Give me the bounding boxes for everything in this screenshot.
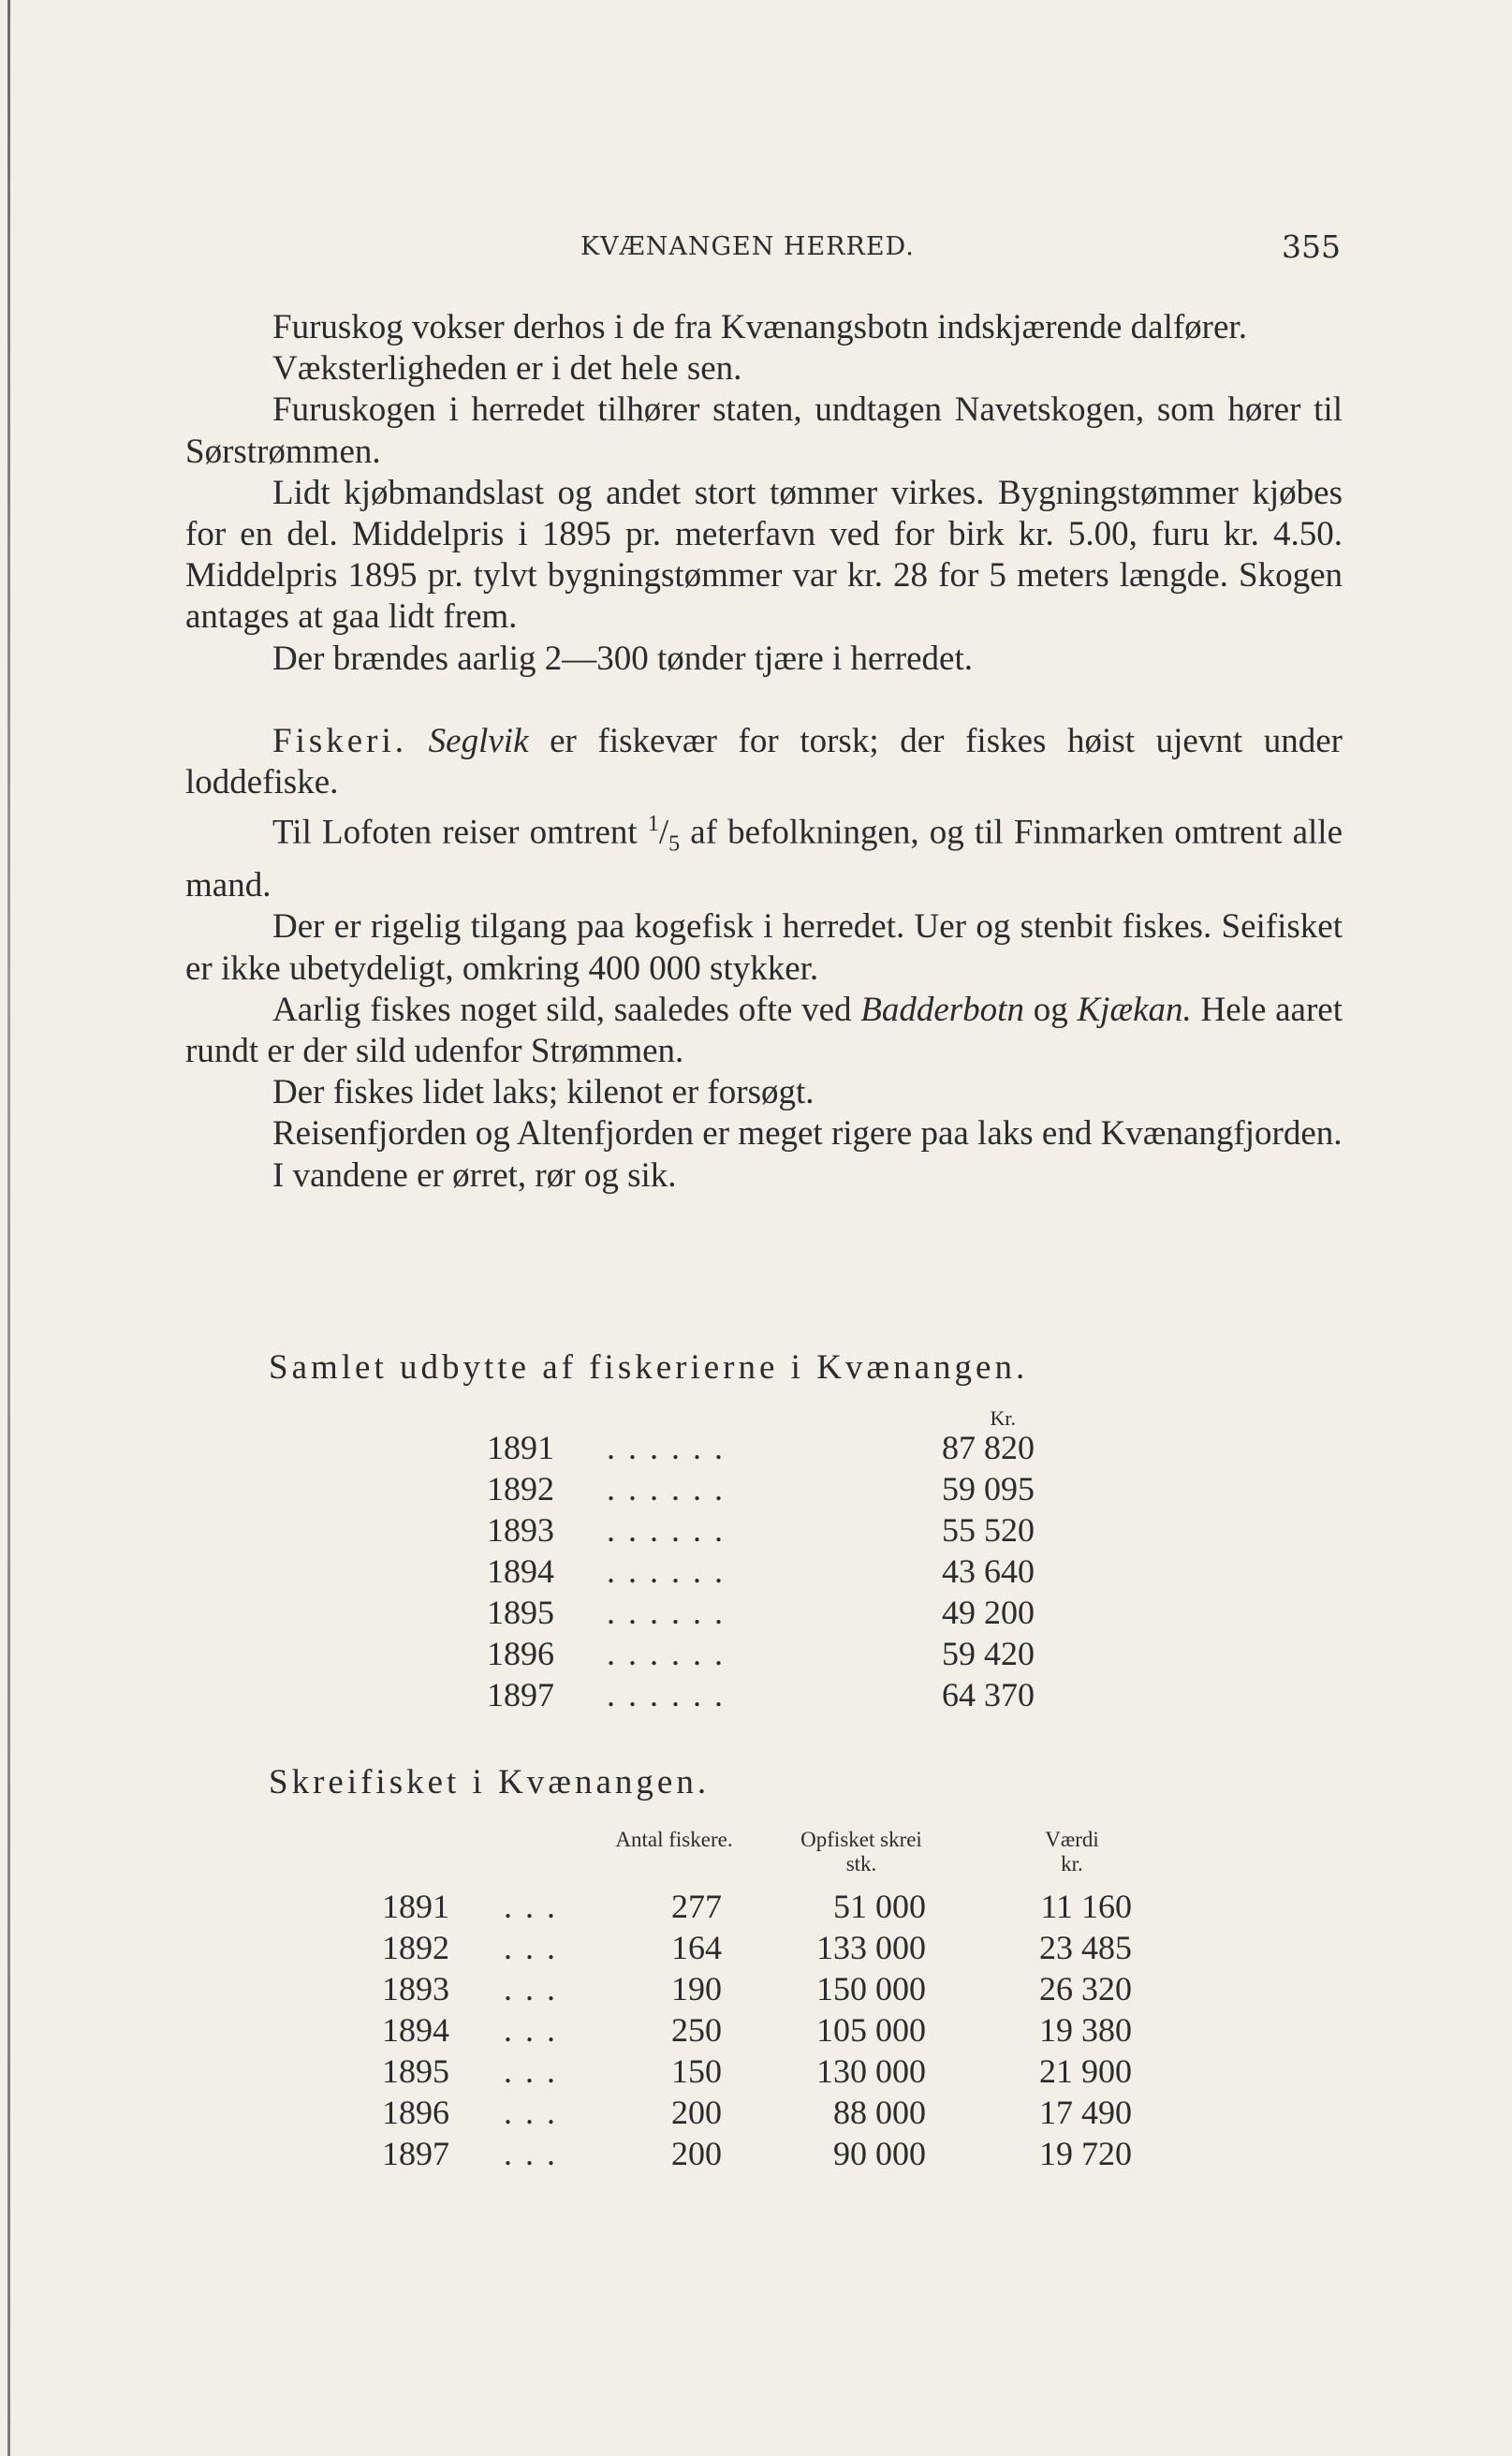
- leader-dots: ......: [607, 1511, 736, 1549]
- text-run: Seglvik: [428, 721, 529, 760]
- table-row: [0, 1887, 1512, 1928]
- table-row: [0, 1675, 1512, 1716]
- table-row: [0, 1469, 1512, 1510]
- value: 87 820: [942, 1429, 1035, 1466]
- table-row: [0, 1593, 1512, 1634]
- leader-dots: ...: [504, 2011, 568, 2049]
- paragraph: [185, 1113, 1343, 1154]
- year: 1895: [382, 2052, 449, 2090]
- text-run: Til Lofoten reiser omtrent: [272, 813, 648, 852]
- vaerdi: 19 380: [1039, 2011, 1132, 2049]
- paragraph: [185, 473, 1343, 639]
- paragraph: [185, 1155, 1343, 1197]
- fiskere: 200: [671, 2135, 722, 2172]
- table2-header-skrei: Opfisket skrei stk.: [800, 1828, 922, 1875]
- fiskere: 150: [671, 2052, 722, 2090]
- paragraph: [185, 348, 1343, 390]
- page-header: [0, 228, 1512, 270]
- year: 1897: [382, 2135, 449, 2172]
- year: 1894: [487, 1552, 554, 1590]
- skrei: 150 000: [816, 1970, 926, 2007]
- fiskere: 164: [671, 1929, 722, 1966]
- text-run: Reisenfjorden og Altenfjorden er meget rigere paa laks end Kvænangfjorden.: [272, 1114, 1343, 1154]
- text-run: Aarlig fiskes noget sild, saaledes ofte ved: [272, 990, 861, 1029]
- leader-dots: ...: [504, 1929, 568, 1966]
- table1-title: Samlet udbytte af fiskerierne i Kvænangen.: [269, 1348, 1029, 1387]
- skrei: 105 000: [816, 2011, 926, 2049]
- text-run: Der fiskes lidet laks; kilenot er forsøgt.: [272, 1073, 815, 1112]
- table-row: [0, 2052, 1512, 2093]
- vaerdi: 11 160: [1040, 1888, 1132, 1925]
- text-run: er fiskevær for torsk; der fiskes høist ujevnt under loddefiske.: [185, 721, 1343, 802]
- paragraph: [185, 990, 1343, 1072]
- fiskere: 200: [671, 2094, 722, 2131]
- year: 1892: [382, 1929, 449, 1966]
- paragraph: [185, 307, 1343, 348]
- text-run: Badderbotn: [860, 990, 1024, 1029]
- leader-dots: ......: [607, 1552, 736, 1590]
- leader-dots: ...: [504, 1970, 568, 2007]
- year: 1895: [487, 1594, 554, 1631]
- vaerdi: 19 720: [1039, 2135, 1132, 2172]
- leader-dots: ......: [607, 1594, 736, 1631]
- paragraph: [185, 639, 1343, 680]
- text-run: Furuskog vokser derhos i de fra Kvænangsbotn indskjærende dalfører.: [272, 308, 1247, 346]
- text-run: I vandene er ørret, rør og sik.: [272, 1155, 677, 1195]
- text-run: [407, 722, 429, 760]
- paragraph: [185, 721, 1343, 803]
- table-row: [0, 1928, 1512, 1969]
- leader-dots: ......: [607, 1635, 736, 1672]
- text-run: Hele aaret rundt er der sild udenfor Strømmen.: [185, 990, 1343, 1070]
- value: 55 520: [942, 1511, 1035, 1549]
- table-row: [0, 1969, 1512, 2010]
- year: 1893: [382, 1970, 449, 2007]
- table2-header-vaerdi: Værdi kr.: [1045, 1828, 1099, 1875]
- text-run: og: [1023, 990, 1078, 1029]
- text-run: af befolkningen, og til Finmarken omtrent alle mand.: [185, 813, 1343, 905]
- leader-dots: ......: [607, 1470, 736, 1507]
- leader-dots: ......: [607, 1676, 736, 1713]
- text-run: Lidt kjøbmandslast og andet stort tømmer virkes. Bygningstømmer kjøbes for en del. Middelpris i 1895 pr. meterfavn ved for birk kr. 5.00, furu kr. 4.50. Middelpris 1895 pr. tylvt bygningstømmer var kr. 28 for 5 meters længde. Skogen antages at gaa lidt frem.: [185, 473, 1343, 637]
- paragraph: [185, 1072, 1343, 1113]
- paragraph: [185, 803, 1343, 906]
- table-row: [0, 2093, 1512, 2134]
- year: 1892: [487, 1470, 554, 1507]
- skrei: 130 000: [816, 2052, 926, 2090]
- fiskere: 190: [671, 1970, 722, 2007]
- year: 1893: [487, 1511, 554, 1549]
- text-run: 1: [647, 812, 659, 837]
- year: 1891: [382, 1888, 449, 1925]
- table2-header-fiskere: Antal fiskere.: [615, 1828, 733, 1851]
- running-title: KVÆNANGEN HERRED.: [580, 232, 915, 261]
- skrei: 88 000: [833, 2094, 926, 2131]
- leader-dots: ......: [607, 1429, 736, 1466]
- vaerdi: 26 320: [1039, 1970, 1132, 2007]
- table-row: [0, 2134, 1512, 2175]
- table-row: [0, 1510, 1512, 1552]
- year: 1891: [487, 1429, 554, 1466]
- leader-dots: ...: [504, 2135, 568, 2172]
- year: 1896: [382, 2094, 449, 2131]
- text-run: /: [658, 813, 669, 852]
- table1-unit: Kr.: [990, 1406, 1016, 1430]
- vaerdi: 23 485: [1039, 1929, 1132, 1966]
- fiskere: 277: [671, 1888, 722, 1925]
- year: 1897: [487, 1676, 554, 1713]
- value: 49 200: [942, 1594, 1035, 1631]
- body-text: [185, 307, 1343, 1197]
- table2-title: Skreifisket i Kvænangen.: [269, 1763, 711, 1802]
- text-run: Væksterligheden er i det hele sen.: [272, 349, 742, 389]
- text-run: Kjækan.: [1077, 990, 1192, 1029]
- vaerdi: 17 490: [1039, 2094, 1132, 2131]
- leader-dots: ...: [504, 2052, 568, 2090]
- value: 59 420: [942, 1635, 1035, 1672]
- value: 59 095: [942, 1470, 1035, 1507]
- text-run: Furuskogen i herredet tilhører staten, undtagen Navetskogen, som hører til Sørstrømmen.: [185, 390, 1343, 471]
- skrei: 51 000: [833, 1888, 926, 1925]
- leader-dots: ...: [504, 2094, 568, 2131]
- text-run: Fiskeri.: [272, 721, 408, 760]
- text-run: Der brændes aarlig 2—300 tønder tjære i herredet.: [272, 639, 973, 678]
- leader-dots: ...: [504, 1888, 568, 1925]
- skrei: 90 000: [833, 2135, 926, 2172]
- value: 43 640: [942, 1552, 1035, 1590]
- year: 1896: [487, 1635, 554, 1672]
- table-row: [0, 1428, 1512, 1469]
- year: 1894: [382, 2011, 449, 2049]
- text-run: Der er rigelig tilgang paa kogefisk i herredet. Uer og stenbit fiskes. Seifisket er ikke ubetydeligt, omkring 400 000 stykker.: [185, 907, 1343, 988]
- text-run: 5: [668, 831, 681, 857]
- paragraph: [185, 906, 1343, 989]
- table-row: [0, 1634, 1512, 1675]
- table-row: [0, 1552, 1512, 1593]
- vaerdi: 21 900: [1039, 2052, 1132, 2090]
- page-number: 355: [1282, 228, 1341, 265]
- paragraph: [185, 390, 1343, 472]
- value: 64 370: [942, 1676, 1035, 1713]
- fiskere: 250: [671, 2011, 722, 2049]
- skrei: 133 000: [816, 1929, 926, 1966]
- table-row: [0, 2010, 1512, 2052]
